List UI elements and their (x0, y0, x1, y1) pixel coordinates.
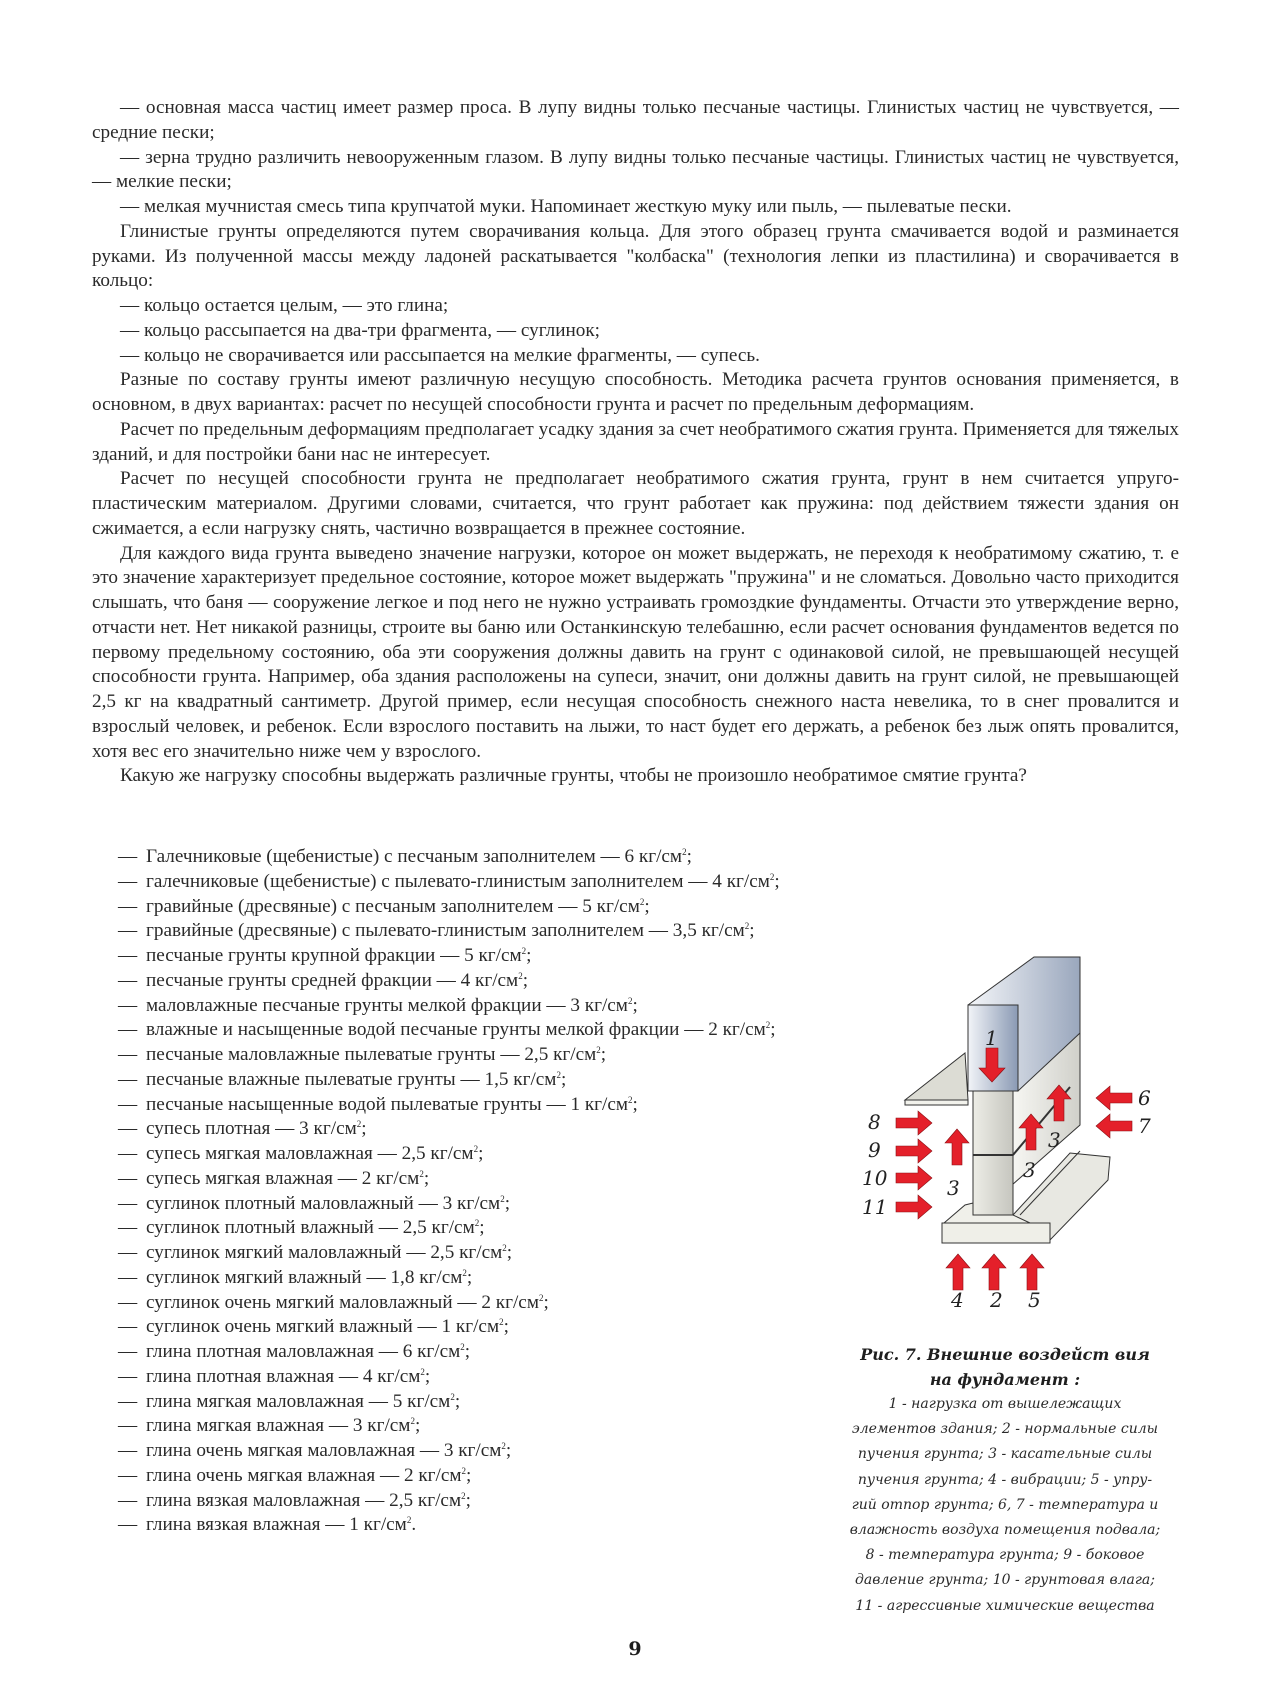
arrow-7 (1096, 1114, 1132, 1138)
soil-name: Галечниковые (щебенистые) с песчаным заполнителем — (146, 846, 625, 867)
list-item: — суглинок мягкий влажный — 1,8 $кг/см^2$; (92, 1266, 792, 1291)
list-item: — Галечниковые (щебенистые) с песчаным заполнителем — 6 $кг/см^2$; (92, 845, 792, 870)
dash-bullet: — (118, 969, 138, 991)
soil-value: 2 кг/см (481, 1291, 539, 1313)
soil-name: глина плотная маловлажная — (146, 1341, 403, 1362)
list-item: — влажные и насыщенные водой песчаные грунты мелкой фракции — 2 $кг/см^2$; (92, 1018, 792, 1043)
soil-value: 3 кг/см (352, 1415, 411, 1437)
list-item: — гравийные (дресвяные) с пылевато-глинистым заполнителем — 3,5 $кг/см^2$; (92, 919, 792, 944)
list-item: — суглинок очень мягкий маловлажный — 2 $кг/см^2$; (92, 1291, 792, 1316)
foundation-column (973, 1091, 1013, 1215)
label-6: 6 (1138, 1086, 1151, 1110)
dash-bullet: — (118, 945, 138, 966)
list-item: — глина плотная влажная — 4 $кг/см^2$; (92, 1365, 792, 1390)
paragraph: Разные по составу грунты имеют различную несущую способность. Методика расчета грунтов основания применяется, в основном, в двух вариантах: расчет по несущей способности грунта и расчет по предельным деформациям. (92, 369, 1179, 415)
list-item: — суглинок очень мягкий влажный — 1 $кг/см^2$; (92, 1315, 792, 1340)
list-item: — песчаные насыщенные водой пылеватые грунты — 1 $кг/см^2$; (92, 1093, 792, 1118)
soil-name: глина мягкая влажная — (146, 1415, 353, 1437)
soil-value: 3 кг/см (570, 994, 628, 1016)
soil-name: супесь плотная — (146, 1118, 300, 1140)
list-item: — песчаные грунты крупной фракции — 5 $кг/см^2$; (92, 944, 792, 969)
soil-name: галечниковые (щебенистые) с пылевато-глинистым заполнителем — (146, 870, 713, 892)
soil-value: 5 кг/см (464, 945, 522, 966)
dash-bullet: — (118, 1242, 138, 1263)
soil-value: 6 кг/см (624, 846, 683, 867)
soil-name: суглинок плотный маловлажный — (146, 1192, 443, 1214)
list-item: — глина плотная маловлажная — 6 $кг/см^2$; (92, 1340, 792, 1365)
list-item: — галечниковые (щебенистые) с пылевато-глинистым заполнителем — 4 $кг/см^2$; (92, 870, 792, 895)
label-10: 10 (862, 1166, 888, 1190)
label-3a: 3 (947, 1176, 960, 1200)
soil-value: 2,5 кг/см (430, 1242, 503, 1263)
list-item: — глина очень мягкая влажная — 2 $кг/см^2$; (92, 1464, 792, 1489)
dash-bullet: — (118, 1316, 138, 1338)
list-item: — песчаные маловлажные пылеватые грунты — 2,5 $кг/см^2$; (92, 1043, 792, 1068)
caption-line: пучения грунта; 4 - вибрации; 5 - упру- (857, 1471, 1153, 1488)
list-item: — песчаные влажные пылеватые грунты — 1,5 $кг/см^2$; (92, 1068, 792, 1093)
paragraph: Глинистые грунты определяются путем сворачивания кольца. Для этого образец грунта смачивается водой и разминается руками. Из полученной массы между ладоней раскатывается "колбаска" (технология лепки из пластилина) и сворачивается в кольцо: (92, 220, 1179, 292)
label-2: 2 (990, 1288, 1003, 1310)
list-item: — гравийные (дресвяные) с песчаным заполнителем — 5 $кг/см^2$; (92, 895, 792, 920)
soil-value: 1 кг/см (570, 1093, 629, 1115)
soil-value: 5 кг/см (392, 1390, 451, 1412)
soil-value: 4 кг/см (362, 1365, 421, 1387)
soil-name: гравийные (дресвяные) с пылевато-глинистым заполнителем — (146, 920, 673, 942)
floor-slab-edge (905, 1100, 968, 1105)
caption-line: давление грунта; 10 - грунтовая влага; (854, 1572, 1155, 1589)
dash-bullet: — (118, 1266, 138, 1288)
list-item: — песчаные грунты средней фракции — 4 $кг/см^2$; (92, 969, 792, 994)
foundation-diagram (840, 945, 1170, 1310)
soil-value: 3,5 кг/см (672, 920, 745, 942)
soil-name: песчаные влажные пылеватые грунты — (146, 1068, 485, 1090)
label-9: 9 (868, 1138, 881, 1162)
dash-bullet: — (118, 1415, 138, 1437)
arrow-5 (1020, 1254, 1044, 1290)
soil-value: 2,5 кг/см (524, 1044, 597, 1065)
soil-value: 3 кг/см (442, 1192, 501, 1214)
caption-line: влажность воздуха помещения подвала; (849, 1522, 1161, 1539)
arrow-6 (1096, 1086, 1132, 1110)
label-4: 4 (951, 1288, 964, 1310)
soil-value: 4 кг/см (712, 870, 770, 892)
footing-base (942, 1223, 1050, 1243)
caption-line: 11 - агрессивные химические вещества (855, 1597, 1155, 1614)
soil-name: влажные и насыщенные водой песчаные грунты мелкой фракции — (146, 1019, 709, 1041)
paragraph: — зерна трудно различить невооруженным глазом. В лупу видны только песчаные частицы. Глинистых частиц не чувствуется, — мелкие пески; (92, 146, 1179, 193)
dash-bullet: — (118, 920, 138, 942)
dash-bullet: — (118, 1093, 138, 1115)
paragraph: — кольцо не сворачивается или рассыпается на мелкие фрагменты, — супесь. (120, 344, 760, 366)
list-item: — глина мягкая маловлажная — 5 $кг/см^2$; (92, 1390, 792, 1415)
soil-name: глина плотная влажная — (146, 1365, 363, 1387)
list-item: — глина вязкая влажная — 1 $кг/см^2$. (92, 1513, 792, 1538)
soil-value: 1,8 кг/см (390, 1266, 463, 1288)
soil-value: 2,5 кг/см (401, 1143, 474, 1164)
dash-bullet: — (118, 895, 138, 917)
caption-line: 1 - нагрузка от вышележащих (888, 1396, 1122, 1412)
arrow-9 (896, 1139, 932, 1163)
dash-bullet: — (118, 1118, 138, 1140)
caption-line: гий отпор грунта; 6, 7 - температура и (851, 1496, 1159, 1513)
label-8: 8 (868, 1110, 881, 1134)
caption-line: 8 - температура грунта; 9 - боковое (865, 1547, 1145, 1564)
dash-bullet: — (118, 1019, 138, 1041)
soil-value: 5 кг/см (582, 895, 640, 917)
caption-title-line2: на фундамент : (929, 1370, 1081, 1389)
dash-bullet: — (118, 1192, 138, 1214)
soil-name: супесь мягкая маловлажная — (146, 1143, 402, 1164)
arrow-3-left (945, 1129, 969, 1165)
soil-name: глина мягкая маловлажная — (146, 1390, 393, 1412)
arrow-4 (946, 1254, 970, 1290)
dash-bullet: — (118, 1440, 138, 1461)
label-3b: 3 (1023, 1158, 1036, 1182)
arrow-2 (982, 1254, 1006, 1290)
list-item: — глина мягкая влажная — 3 $кг/см^2$; (92, 1414, 792, 1439)
label-3c: 3 (1048, 1128, 1061, 1152)
dash-bullet: — (118, 1291, 138, 1313)
dash-bullet: — (118, 870, 138, 892)
label-5: 5 (1028, 1288, 1041, 1310)
soil-name: гравийные (дресвяные) с песчаным заполнителем — (146, 895, 583, 917)
caption-title-line1: Рис. 7. Внешние воздейст вия (860, 1345, 1150, 1364)
label-1: 1 (985, 1026, 998, 1050)
paragraph: Какую же нагрузку способны выдержать различные грунты, чтобы не произошло необратимое смятие грунта? (120, 765, 1027, 787)
soil-name: маловлажные песчаные грунты мелкой фракции — (146, 994, 571, 1016)
soil-bearing-capacity-list (92, 845, 792, 1538)
soil-name: суглинок мягкий маловлажный — (146, 1242, 431, 1263)
arrow-11 (896, 1195, 932, 1219)
dash-bullet: — (118, 1489, 138, 1511)
dash-bullet: — (118, 1217, 138, 1239)
soil-value: 3 кг/см (443, 1440, 502, 1461)
foundation-illustration (840, 945, 1170, 1310)
dash-bullet: — (118, 1365, 138, 1387)
paragraph: Расчет по несущей способности грунта не предполагает необратимого сжатия грунта, грунт в нем считается упруго-пластическим материалом. Другими словами, считается, что грунт работает как пружина: под действием тяжести здания он сжимается, а если нагрузку снять, частично возвращается в прежнее состояние. (92, 468, 1179, 539)
arrow-8 (896, 1111, 932, 1135)
soil-name: глина очень мягкая влажная — (146, 1464, 404, 1486)
soil-name: суглинок очень мягкий маловлажный — (146, 1291, 482, 1313)
soil-name: глина очень мягкая маловлажная — (146, 1440, 444, 1461)
soil-name: песчаные насыщенные водой пылеватые грунты — (146, 1093, 571, 1115)
paragraph: Для каждого вида грунта выведено значение нагрузки, которое он может выдержать, не переходя к необратимому сжатию, т. е это значение характеризует предельное состояние, которое может выдержать "пружина" и не сломаться. Довольно часто приходится слышать, что баня — сооружение легкое и под него не нужно устраивать громоздкие фундаменты. Отчасти это утверждение верно, отчасти нет. Нет никакой разницы, строите вы баню или Останкинскую телебашню, если расчет основания фундаментов ведется по первому предельному состоянию, оба эти сооружения должны давить на грунт с одинаковой силой, не превышающей несущей способности грунта. Например, оба здания расположены на супеси, значит, они должны давить на грунт силой, не превышающей 2,5 кг на квадратный сантиметр. Другой пример, если несущая способность снежного наста невелика, то в снег провалится и взрослый человек, и ребенок. Если взрослого поставить на лыжи, то наст будет его держать, а ребенок без лыж опять провалится, хотя вес его значительно ниже чем у взрослого. (92, 542, 1179, 762)
soil-name: супесь мягкая влажная — (146, 1167, 362, 1189)
soil-name: глина вязкая маловлажная — (146, 1489, 390, 1511)
floor-slab (905, 1053, 968, 1100)
soil-name: песчаные грунты средней фракции — (146, 969, 461, 991)
list-item: — суглинок плотный влажный — 2,5 $кг/см^2$; (92, 1216, 792, 1241)
list-item: — маловлажные песчаные грунты мелкой фракции — 3 $кг/см^2$; (92, 994, 792, 1019)
body-text (92, 96, 1179, 789)
soil-value: 2,5 кг/см (402, 1217, 475, 1239)
label-7: 7 (1138, 1114, 1151, 1138)
soil-name: глина вязкая влажная — (146, 1514, 350, 1536)
dash-bullet: — (118, 1390, 138, 1412)
dash-bullet: — (118, 1044, 138, 1065)
soil-value: 2 кг/см (403, 1464, 462, 1486)
list-item: — супесь мягкая влажная — 2 $кг/см^2$; (92, 1167, 792, 1192)
soil-value: 1 кг/см (441, 1316, 500, 1338)
list-item: — глина вязкая маловлажная — 2,5 $кг/см^2$; (92, 1489, 792, 1514)
dash-bullet: — (118, 1167, 138, 1189)
soil-name: суглинок мягкий влажный — (146, 1266, 391, 1288)
soil-value: 6 кг/см (402, 1341, 461, 1362)
caption-line: элементов здания; 2 - нормальные силы (851, 1421, 1159, 1438)
soil-value: 2 кг/см (361, 1167, 420, 1189)
soil-name: суглинок плотный влажный — (146, 1217, 403, 1239)
dash-bullet: — (118, 846, 138, 867)
soil-value: 1,5 кг/см (484, 1068, 557, 1090)
soil-name: песчаные маловлажные пылеватые грунты — (146, 1044, 525, 1065)
soil-name: суглинок очень мягкий влажный — (146, 1316, 442, 1338)
soil-value: 2 кг/см (708, 1019, 766, 1041)
arrow-10 (896, 1166, 932, 1190)
list-item: — супесь мягкая маловлажная — 2,5 $кг/см^2$; (92, 1142, 792, 1167)
paragraph: — кольцо остается целым, — это глина; (120, 295, 449, 316)
dash-bullet: — (118, 1143, 138, 1164)
soil-value: 3 кг/см (299, 1118, 357, 1140)
paragraph: — основная масса частиц имеет размер проса. В лупу видны только песчаные частицы. Глинистых частиц не чувствуется, — средние пески; (92, 97, 1179, 143)
caption-line: пучения грунта; 3 - касательные силы (857, 1446, 1153, 1463)
list-item: — суглинок плотный маловлажный — 3 $кг/см^2$; (92, 1192, 792, 1217)
list-item: — глина очень мягкая маловлажная — 3 $кг/см^2$; (92, 1439, 792, 1464)
soil-value: 1 кг/см (349, 1514, 407, 1536)
dash-bullet: — (118, 1341, 138, 1362)
soil-value: 2,5 кг/см (389, 1489, 462, 1511)
dash-bullet: — (118, 1514, 138, 1536)
list-item: — суглинок мягкий маловлажный — 2,5 $кг/см^2$; (92, 1241, 792, 1266)
page-number: 9 (628, 1638, 642, 1660)
dash-bullet: — (118, 1464, 138, 1486)
soil-value: 4 кг/см (460, 969, 519, 991)
paragraph: — мелкая мучнистая смесь типа крупчатой муки. Напоминает жесткую муку или пыль, — пылеватые пески. (120, 196, 1012, 217)
soil-name: песчаные грунты крупной фракции — (146, 945, 465, 966)
list-item: — супесь плотная — 3 $кг/см^2$; (92, 1117, 792, 1142)
paragraph: — кольцо рассыпается на два-три фрагмента, — суглинок; (120, 319, 600, 341)
label-11: 11 (862, 1195, 888, 1219)
dash-bullet: — (118, 994, 138, 1016)
figure-caption (820, 1342, 1190, 1619)
paragraph: Расчет по предельным деформациям предполагает усадку здания за счет необратимого сжатия грунта. Применяется для тяжелых зданий, и для постройки бани нас не интересует. (92, 418, 1179, 465)
dash-bullet: — (118, 1068, 138, 1090)
